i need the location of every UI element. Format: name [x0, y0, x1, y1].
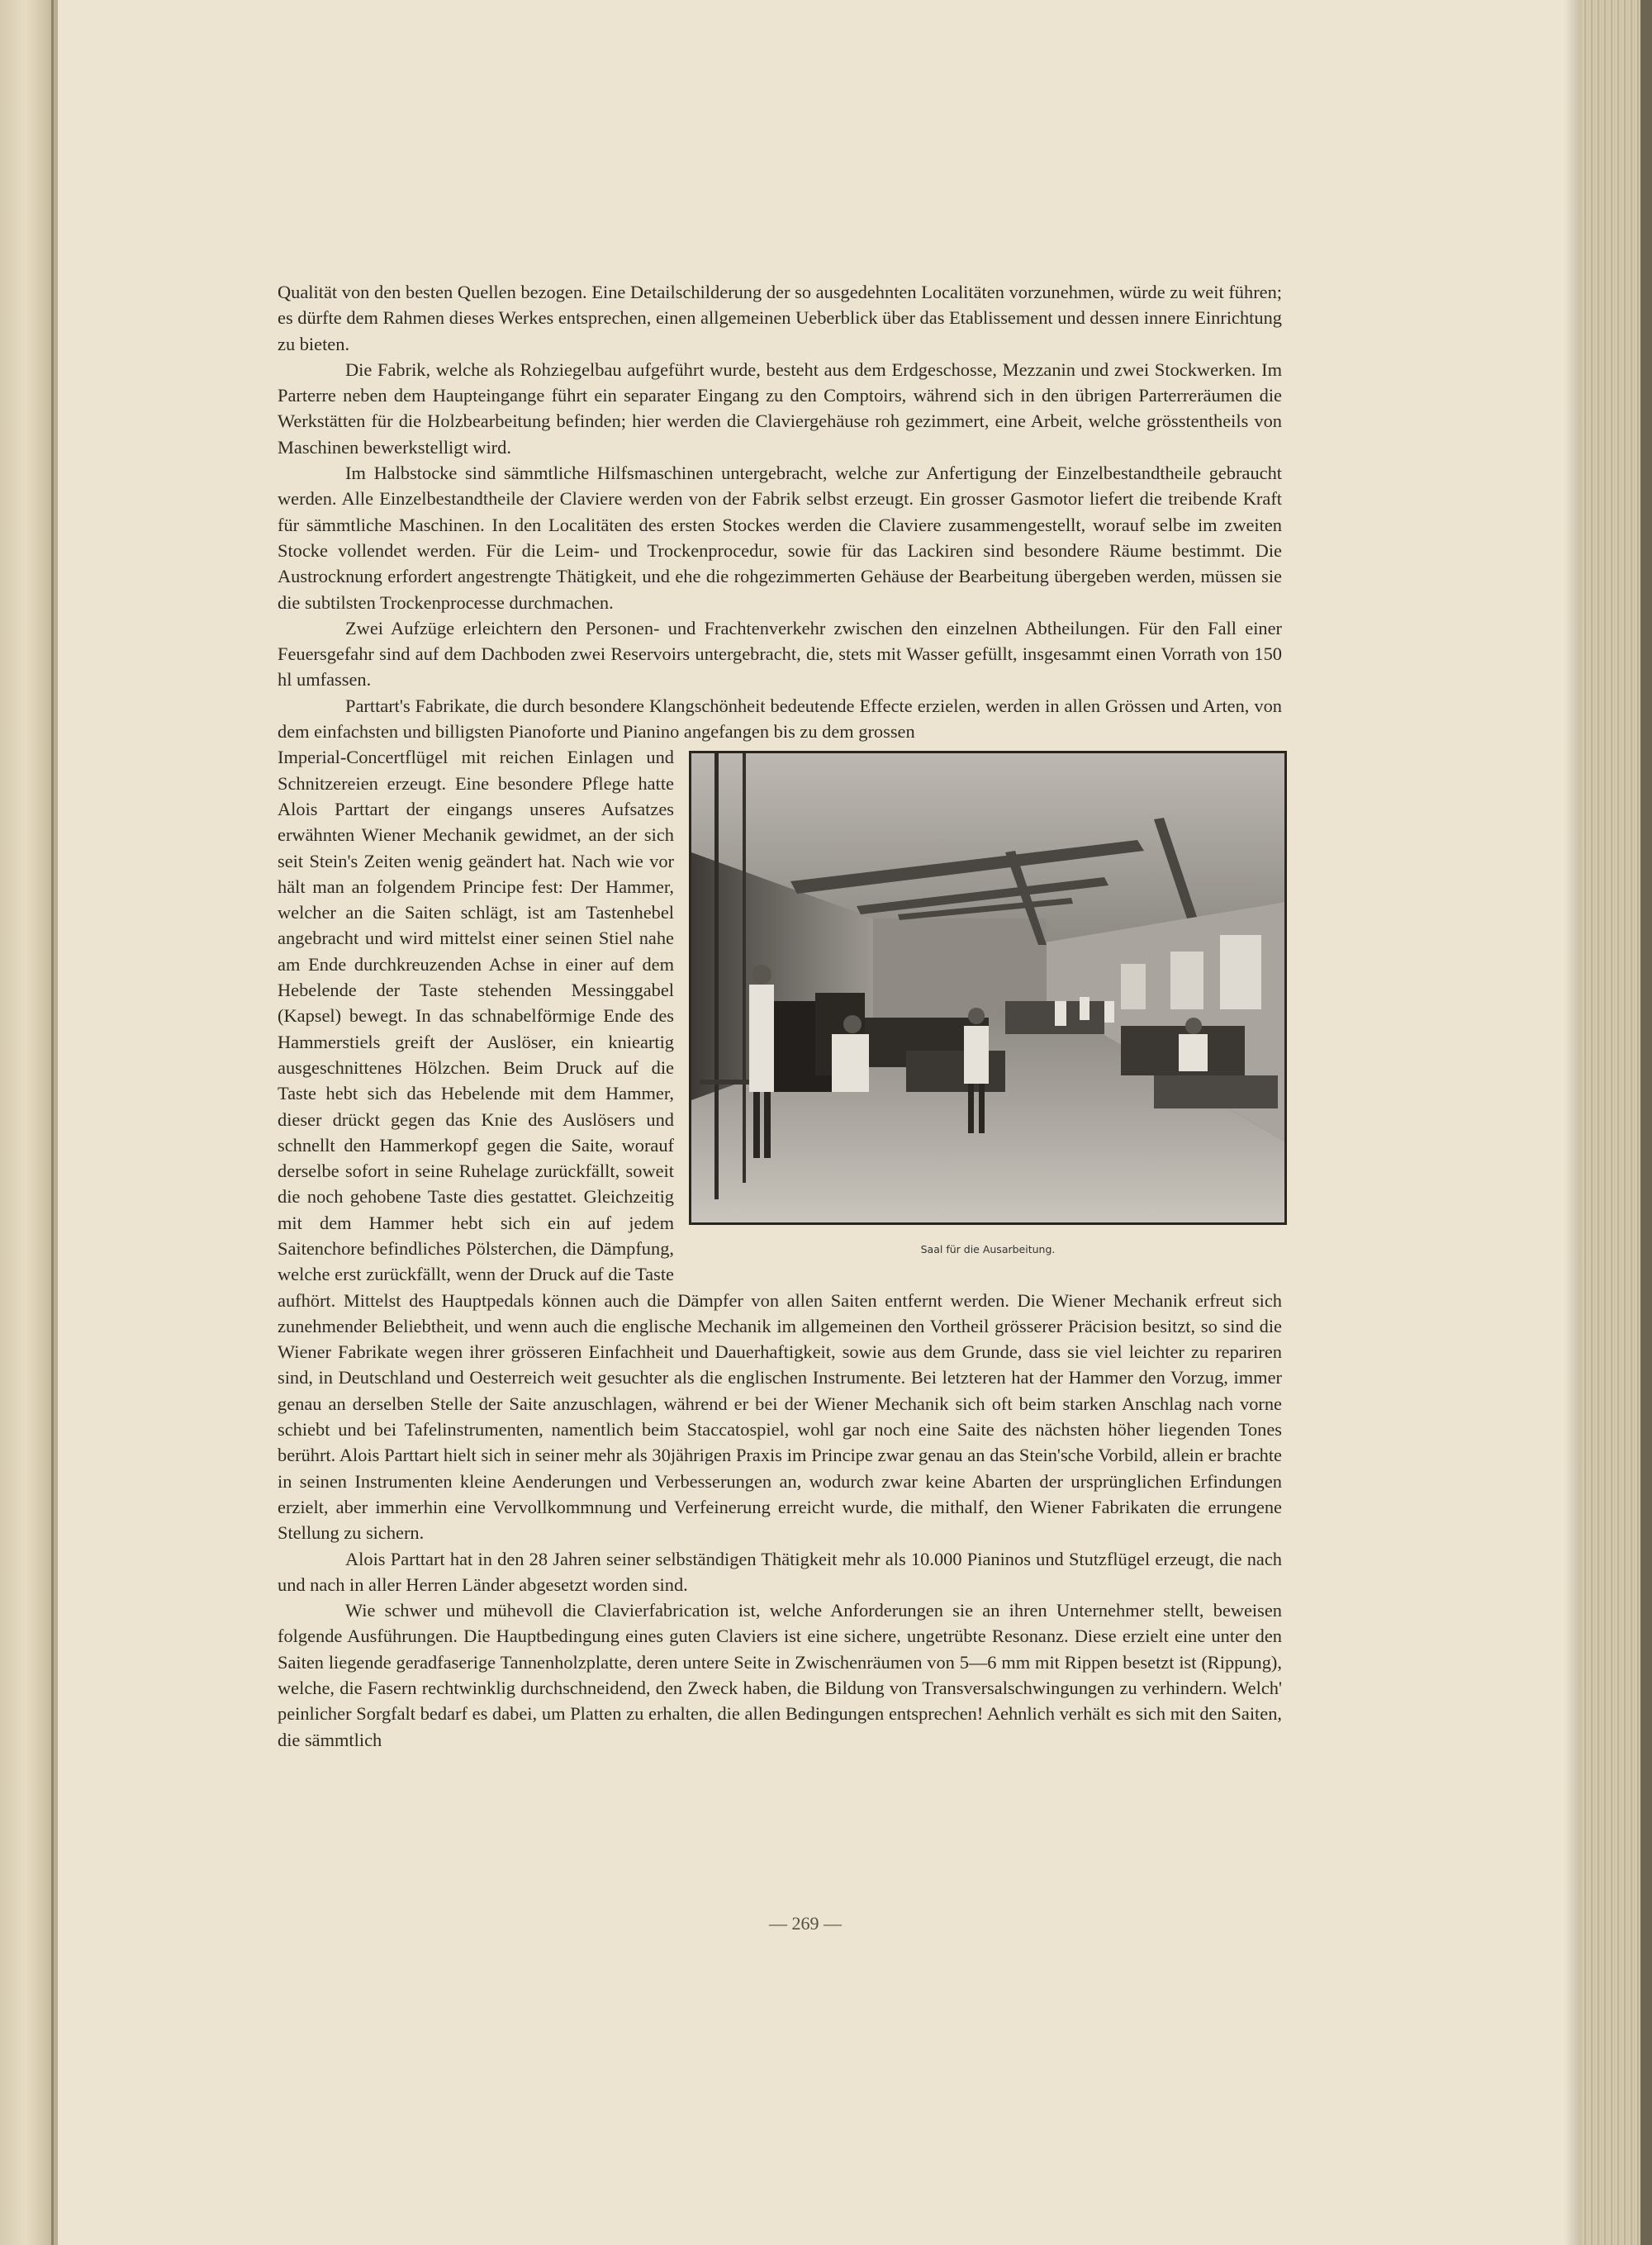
factory-hall-photo — [689, 751, 1287, 1225]
cover-edge — [1640, 0, 1652, 2245]
figure — [689, 751, 1287, 1262]
paragraph-1: Qualität von den besten Quellen bezogen. Eine Detailschilderung der so ausgedehnten Localitäten vorzunehmen, würde zu weit führen; es dürfte dem Rahmen dieses Werkes entsprechen, einen allgemeinen Ueberblick über das Etablissement und dessen innere Einrichtung zu bieten. — [278, 282, 1282, 354]
body-text — [278, 279, 1282, 1753]
page-shadow — [1564, 0, 1581, 2245]
paragraph-2: Die Fabrik, welche als Rohziegelbau aufgeführt wurde, besteht aus dem Erdgeschosse, Mezzanin und zwei Stockwerken. Im Parterre neben dem Haupteingange führt ein separater Eingang zu den Comptoirs, während sich in den übrigen Parterreräumen die Werkstätten für die Holzbearbeitung befinden; hier werden die Claviergehäuse roh gezimmert, eine Arbeit, welche grösstentheils von Maschinen bewerkstelligt wird. — [278, 358, 1282, 458]
paragraph-3: Im Halbstocke sind sämmtliche Hilfsmaschinen untergebracht, welche zur Anfertigung der Einzelbestandtheile gebraucht werden. Alle Einzelbestandtheile der Claviere werden von der Fabrik selbst erzeugt. Ein grosser Gasmotor liefert die treibende Kraft für sämmtliche Maschinen. In den Localitäten des ersten Stockes werden die Claviere zusammengestellt, worauf selbe im zweiten Stocke vollendet werden. Für die Leim- und Trockenprocedur, sowie für das Lackiren sind besondere Räume bestimmt. Die Austrocknung erfordert angestrengte Thätigkeit, und ehe die rohgezimmerten Gehäuse der Bearbeitung übergeben werden, müssen sie die subtilsten Trockenprocesse durchmachen. — [278, 463, 1282, 613]
paragraph-4: Zwei Aufzüge erleichtern den Personen- und Frachtenverkehr zwischen den einzelnen Abtheilungen. Für den Fall einer Feuersgefahr sind auf dem Dachboden zwei Reservoirs untergebracht, die, stets mit Wasser gefüllt, insgesammt einen Vorrath von 150 hl umfassen. — [278, 617, 1282, 691]
figure-caption: Saal für die Ausarbeitung. — [920, 1243, 1056, 1256]
paragraph-7: Wie schwer und mühevoll die Clavierfabrication ist, welche Anforderungen sie an ihren Unternehmer stellt, beweisen folgende Ausführungen. Die Hauptbedingung eines guten Claviers ist eine sichere, ungetrübte Resonanz. Diese erzielt eine unter den Saiten liegende geradfaserige Tannenholzplatte, deren untere Seite in Zwischenräumen von 5—6 mm mit Rippen besetzt ist (Rippung), welche, die Fasern rechtwinklig durchschneidend, den Zweck haben, die Bildung von Transversalschwingungen zu verhindern. Welch' peinlicher Sorgfalt bedarf es dabei, um Platten zu erhalten, die allen Bedingungen entsprechen! Aehnlich verhält es sich mit den Saiten, die sämmtlich — [278, 1600, 1282, 1750]
paragraph-5-start: Parttart's Fabrikate, die durch besondere Klangschönheit bedeutende Effecte erzielen, werden in allen Grössen und Arten, von dem einfachsten und billigsten Pianoforte und Pianino angefangen bis zu dem grossen — [278, 695, 1282, 743]
gutter-line — [51, 0, 54, 2245]
paragraph-6: Alois Parttart hat in den 28 Jahren seiner selbständigen Thätigkeit mehr als 10.000 Pianinos und Stutzflügel erzeugt, die nach und nach in aller Herren Länder abgesetzt worden sind. — [278, 1548, 1282, 1595]
photo-illustration — [691, 753, 1284, 1222]
binding-edge — [0, 0, 58, 2245]
paragraph-5-continued: Imperial-Concertflügel mit reichen Einlagen und Schnitzereien erzeugt. Eine besondere Pflege hatte Alois Parttart der eingangs unseres Aufsatzes erwähnten Wiener Mechanik gewidmet, an der sich seit Stein's Zeiten wenig geändert hat. Nach wie vor hält man an folgendem Principe fest: Der Hammer, welcher an die Saiten schlägt, ist am Tastenhebel angebracht und wird mittelst einer seinen Stiel nahe am Ende durchkreuzenden Achse in einer auf dem Hebelende der Taste stehenden Messinggabel (Kapsel) bewegt. In das schnabelförmige Ende des Hammerstiels greift der Auslöser, ein knieartig ausgeschnittenes Hölzchen. Beim Druck auf die Taste hebt sich das Hebelende mit dem Hammer, dieser drückt gegen das Knie des Auslösers und schnellt den Hammerkopf gegen die Saite, worauf derselbe sofort in seine Ruhelage zurückfällt, soweit die noch gehobene Taste dies gestattet. Gleichzeitig mit dem Hammer hebt sich ein auf jedem Saitenchore befindliches Pölsterchen, die Dämpfung, welche erst zurückfällt, wenn der Druck auf die Taste aufhört. Mittelst des Hauptpedals können auch die Dämpfer von allen Saiten entfernt werden. Die Wiener Mechanik erfreut sich zunehmender Beliebtheit, und wenn auch die englische Mechanik im allgemeinen den Vortheil grösserer Präcision besitzt, so sind die Wiener Fabrikate wegen ihrer grösseren Einfachheit und Dauerhaftigkeit, sowie aus dem Grunde, dass sie viel leichter zu repariren sind, in Deutschland und Oesterreich weit gesuchter als die englischen Instrumente. Bei letzteren hat der Hammer den Vorzug, immer genau an derselben Stelle der Saite anzuschlagen, während er bei der Wiener Mechanik sich oft beim starken Anschlag nach vorne schiebt und bei Tafelinstrumenten, namentlich beim Staccatospiel, wohl gar noch eine Saite des nächsten höher liegenden Tones berührt. Alois Parttart hielt sich in seiner mehr als 30jährigen Praxis im Principe zwar genau an das Stein'sche Vorbild, allein er brachte in seinen Instrumenten kleine Aenderungen und Verbesserungen an, wodurch zwar keine Abarten der ursprünglichen Erfindungen erzielt, aber immerhin eine Vervollkommnung und Verfeinerung erreicht wurde, die mithalf, den Wiener Fabrikaten die errungene Stellung zu sichern. — [278, 747, 1282, 1544]
page-number: — 269 — — [769, 1913, 842, 1934]
